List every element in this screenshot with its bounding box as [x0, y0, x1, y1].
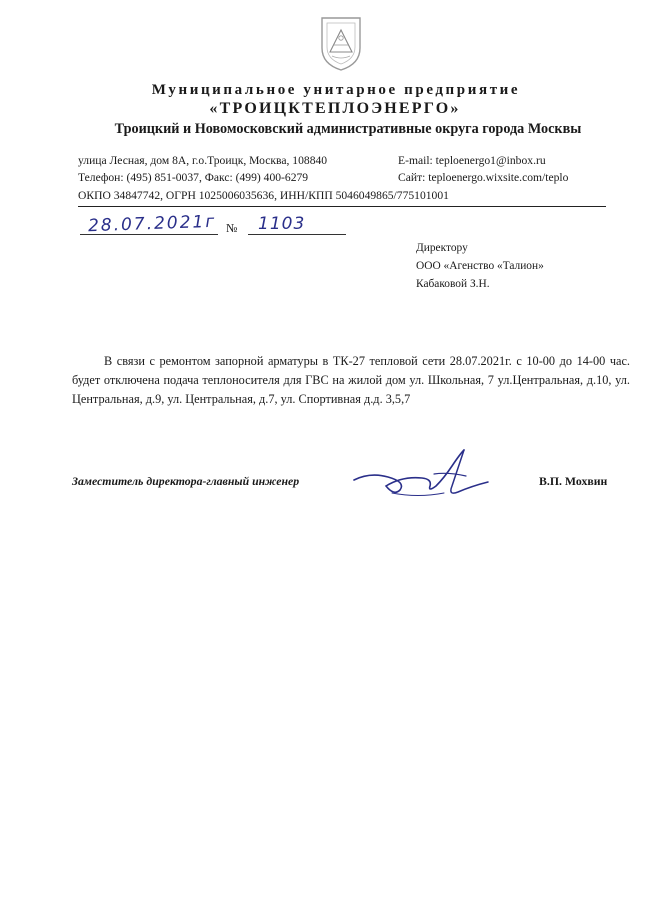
letter-body: В связи с ремонтом запорной арматуры в ТК-27 тепловой сети 28.07.2021г. с 10-00 до 14-00 час. будет отключена подача теплоносителя для ГВС на жилой дом ул. Школьная, 7 ул.Центральная, д.10, ул. Центральная, д.9, ул. Центральная, д.7, ул. Спортивная д.д. 3,5,7 [72, 354, 630, 406]
website-line: Сайт: teploenergo.wixsite.com/teplo [398, 171, 569, 184]
email-line: E-mail: teploenergo1@inbox.ru [398, 154, 546, 167]
addressee-position: Директору [416, 242, 468, 254]
registry-codes-line: ОКПО 34847742, ОГРН 1025006035636, ИНН/КПП 5046049865/775101001 [78, 189, 449, 202]
org-name-heading: «ТРОИЦКТЕПЛОЭНЕРГО» [209, 100, 461, 117]
addressee-company: ООО «Агенство «Талион» [416, 260, 544, 272]
org-type-heading: Муниципальное унитарное предприятие [151, 82, 521, 98]
addressee-name: Кабаковой З.Н. [416, 278, 490, 290]
coat-of-arms-emblem [318, 14, 364, 72]
number-sign: № [226, 221, 238, 235]
signatory-title: Заместитель директора-главный инженер [72, 474, 300, 488]
phone-fax-line: Телефон: (495) 851-0037, Факс: (499) 400-6279 [78, 171, 309, 184]
org-district-heading: Троицкий и Новомосковский административные округа города Москвы [114, 121, 582, 137]
signatory-name: В.П. Мохвин [539, 474, 608, 488]
handwritten-letter-number: 1103 [258, 214, 306, 234]
header-divider [78, 206, 606, 207]
number-underline [248, 234, 346, 235]
date-underline [80, 234, 218, 235]
address-line: улица Лесная, дом 8А, г.о.Троицк, Москва, 108840 [78, 154, 328, 167]
handwritten-date: 28.07.2021г [87, 211, 217, 237]
handwritten-signature [348, 446, 498, 502]
